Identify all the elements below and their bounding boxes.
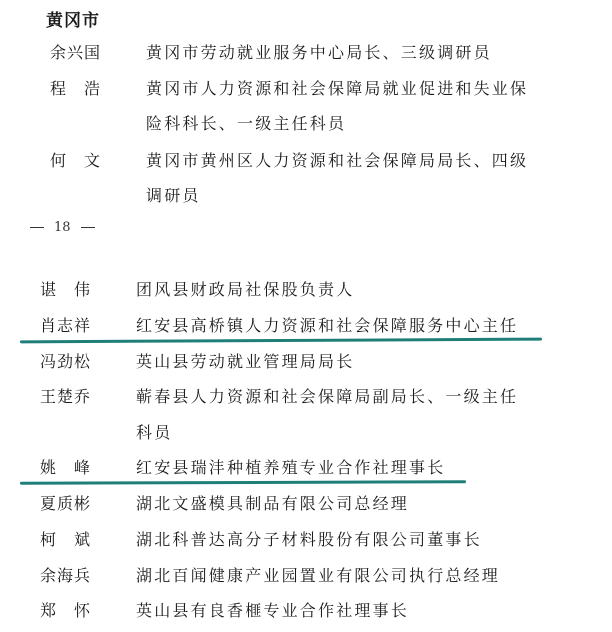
- list-item: [0, 489, 612, 519]
- list-item: [0, 275, 612, 305]
- list-item: [0, 347, 612, 377]
- person-title: 黄冈市黄州区人力资源和社会保障局局长、四级: [146, 151, 529, 170]
- person-title: 团风县财政局社保股负责人: [136, 280, 355, 299]
- highlight-underline: [20, 480, 466, 485]
- person-title: 黄冈市劳动就业服务中心局长、三级调研员: [146, 43, 492, 62]
- person-name: 柯 斌: [40, 530, 92, 549]
- person-title-continued: 险科科长、一级主任科员: [146, 114, 347, 133]
- list-item-continuation: [0, 109, 612, 139]
- person-title: 湖北文盛模具制品有限公司总经理: [136, 494, 410, 513]
- section-heading-city: 黄冈市: [46, 11, 100, 31]
- person-name: 谌 伟: [40, 280, 92, 299]
- person-title: 英山县有良香榧专业合作社理事长: [136, 601, 410, 620]
- list-item: [0, 525, 612, 555]
- person-title: 蕲春县人力资源和社会保障局副局长、一级主任: [136, 387, 519, 406]
- person-title: 英山县劳动就业管理局局长: [136, 352, 355, 371]
- person-title: 黄冈市人力资源和社会保障局就业促进和失业保: [146, 79, 529, 98]
- person-title: 红安县瑞沣种植养殖专业合作社理事长: [136, 458, 446, 477]
- person-name: 余兴国: [50, 43, 102, 62]
- person-name: 程 浩: [50, 79, 102, 98]
- person-name: 王楚乔: [40, 387, 92, 406]
- page-number: [30, 218, 95, 238]
- person-name: 夏质彬: [40, 494, 92, 513]
- person-title: 红安县高桥镇人力资源和社会保障服务中心主任: [136, 316, 519, 335]
- person-name: 郑 怀: [40, 601, 92, 620]
- list-item: [0, 596, 612, 626]
- person-title-continued: 科员: [136, 423, 173, 442]
- person-title: 湖北科普达高分子材料股份有限公司董事长: [136, 530, 482, 549]
- page-number-value: 18: [54, 220, 71, 235]
- person-name: 姚 峰: [40, 458, 92, 477]
- dash-right: [81, 227, 95, 228]
- person-title-continued: 调研员: [146, 186, 201, 205]
- person-title: 湖北百闻健康产业园置业有限公司执行总经理: [136, 566, 501, 585]
- list-item: [0, 38, 612, 68]
- list-item: [0, 74, 612, 104]
- list-item-continuation: [0, 181, 612, 211]
- person-name: 肖志祥: [40, 316, 92, 335]
- list-item: [0, 561, 612, 591]
- list-item-highlighted: [0, 311, 612, 341]
- dash-left: [30, 227, 44, 228]
- list-item: [0, 146, 612, 176]
- list-item: [0, 382, 612, 412]
- list-item-continuation: [0, 418, 612, 448]
- person-name: 冯劲松: [40, 352, 92, 371]
- person-name: 何 文: [50, 151, 102, 170]
- person-name: 余海兵: [40, 566, 92, 585]
- list-item-highlighted: [0, 453, 612, 483]
